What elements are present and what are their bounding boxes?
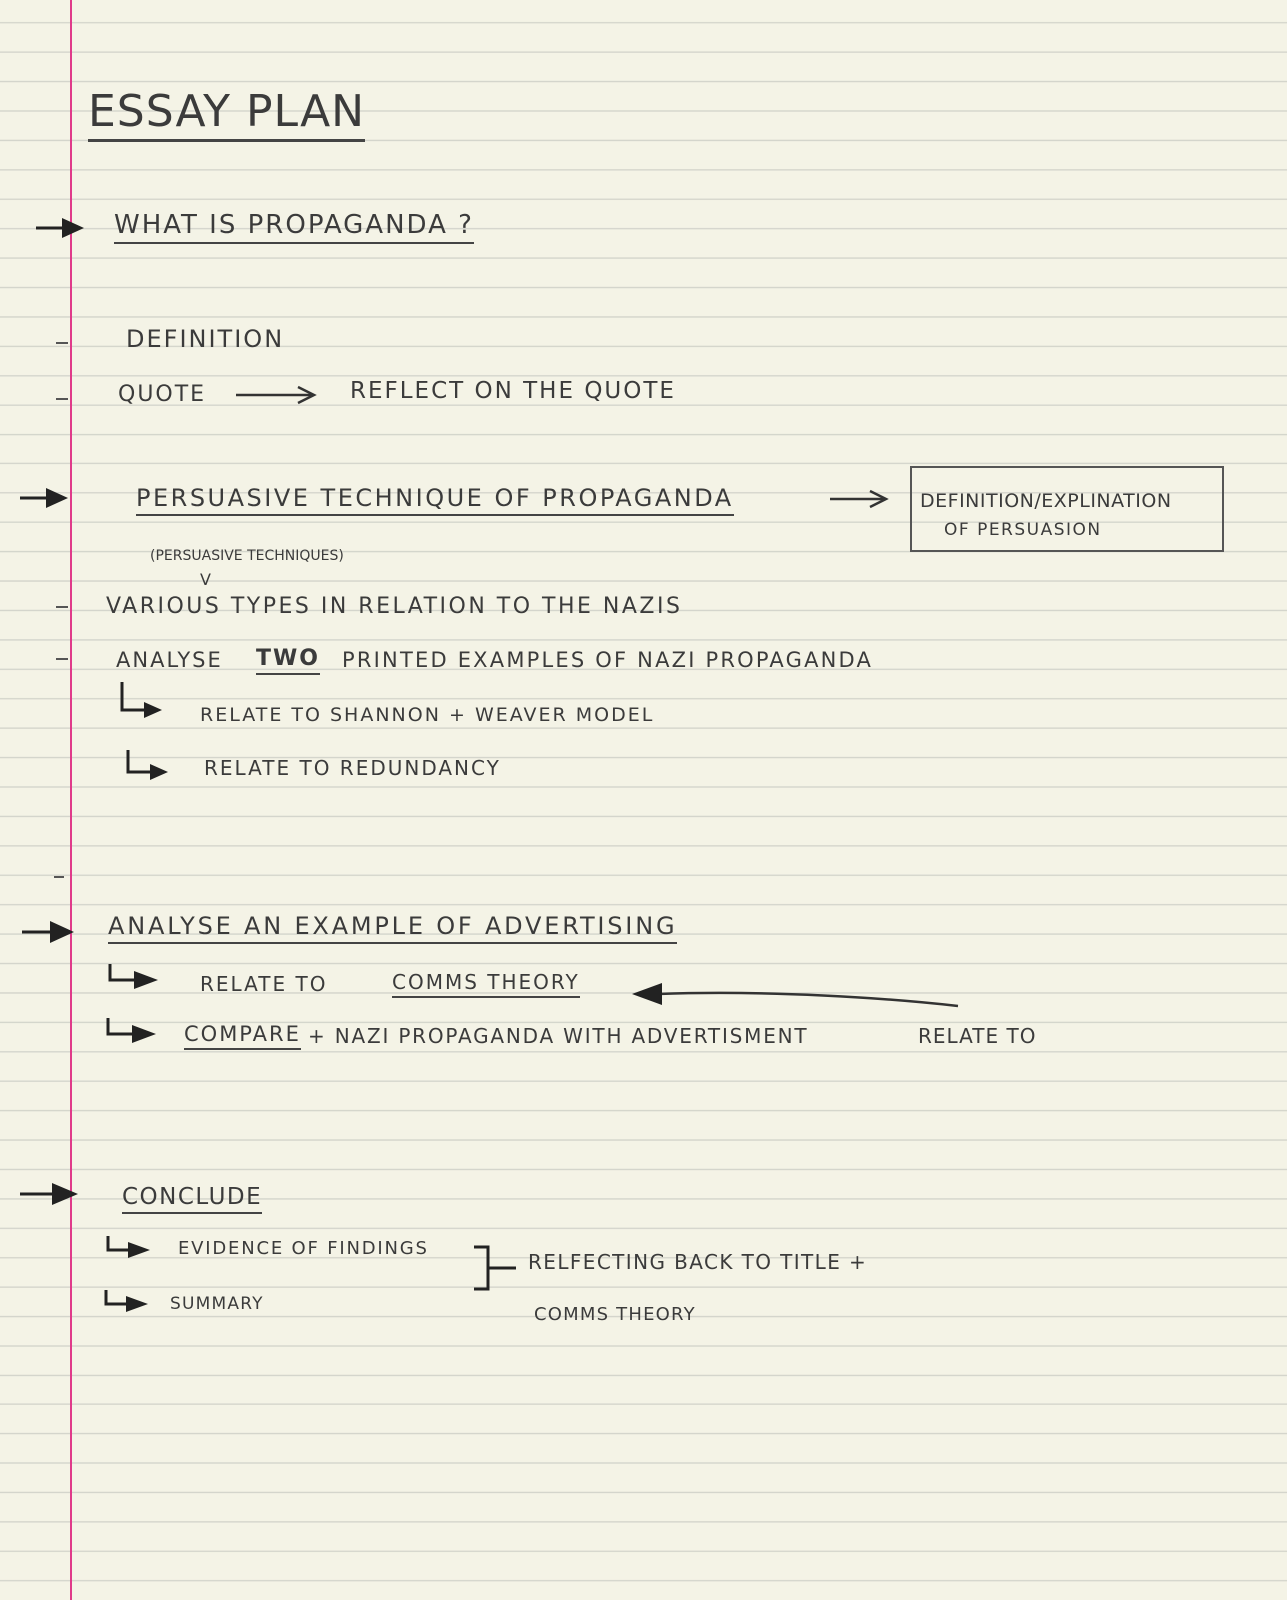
subitem-redundancy: RELATE TO REDUNDANCY: [204, 756, 501, 780]
item-various-types: VARIOUS TYPES IN RELATION TO THE NAZIS: [106, 594, 683, 619]
subitem-shannon-weaver: RELATE TO SHANNON + WEAVER MODEL: [200, 704, 655, 726]
subitem-evidence: EVIDENCE OF FINDINGS: [178, 1238, 429, 1259]
corner-arrow-icon: [118, 680, 168, 720]
bracket-note-line-1: RELFECTING BACK TO TITLE +: [528, 1250, 868, 1274]
subitem-relate-to-2: RELATE TO: [918, 1024, 1037, 1048]
subitem-compare: COMPARE: [184, 1022, 301, 1050]
box-line-1: DEFINITION/EXPLINATION: [920, 490, 1172, 512]
item-analyse: ANALYSE: [116, 648, 223, 672]
arrow-right-icon: [828, 488, 890, 510]
item-printed-examples: PRINTED EXAMPLES OF NAZI PROPAGANDA: [342, 648, 874, 672]
item-quote: QUOTE: [118, 382, 207, 407]
arrow-right-icon: [18, 1180, 80, 1208]
item-reflect: REFLECT ON THE QUOTE: [350, 378, 676, 404]
subitem-relate-to: RELATE TO: [200, 972, 328, 996]
subitem-summary: SUMMARY: [170, 1294, 264, 1314]
bracket-note-line-2: COMMS THEORY: [534, 1304, 696, 1325]
page-title: ESSAY PLAN: [88, 86, 365, 142]
section-heading-3: ANALYSE AN EXAMPLE OF ADVERTISING: [108, 912, 677, 944]
dash: [54, 876, 64, 878]
corner-arrow-icon: [104, 1234, 154, 1264]
item-definition: DEFINITION: [126, 325, 285, 353]
caret: V: [200, 570, 211, 589]
section-heading-2: PERSUASIVE TECHNIQUE OF PROPAGANDA: [136, 484, 734, 516]
box-line-2: OF PERSUASION: [944, 520, 1102, 540]
section-heading-4: CONCLUDE: [122, 1184, 262, 1214]
subitem-nazi-vs-advertisment: + NAZI PROPAGANDA WITH ADVERTISMENT: [308, 1024, 809, 1048]
subitem-comms-theory: COMMS THEORY: [392, 970, 580, 998]
arrow-right-icon: [34, 215, 86, 241]
arrow-right-icon: [18, 485, 70, 511]
long-arrow-left-icon: [628, 978, 960, 1018]
dash: [56, 606, 68, 608]
bracket-icon: [470, 1244, 520, 1294]
dash: [56, 398, 68, 400]
corner-arrow-icon: [104, 1016, 160, 1048]
corner-arrow-icon: [124, 748, 174, 784]
dash: [56, 342, 68, 344]
corner-arrow-icon: [102, 1288, 152, 1318]
item-two: TWO: [256, 646, 320, 675]
arrow-right-icon: [20, 918, 76, 946]
dash: [56, 658, 68, 660]
corner-arrow-icon: [106, 962, 162, 994]
arrow-right-icon: [234, 384, 318, 406]
note-persuasive-techniques: (PERSUASIVE TECHNIQUES): [150, 548, 344, 564]
section-heading-1: WHAT IS PROPAGANDA ?: [114, 210, 474, 244]
